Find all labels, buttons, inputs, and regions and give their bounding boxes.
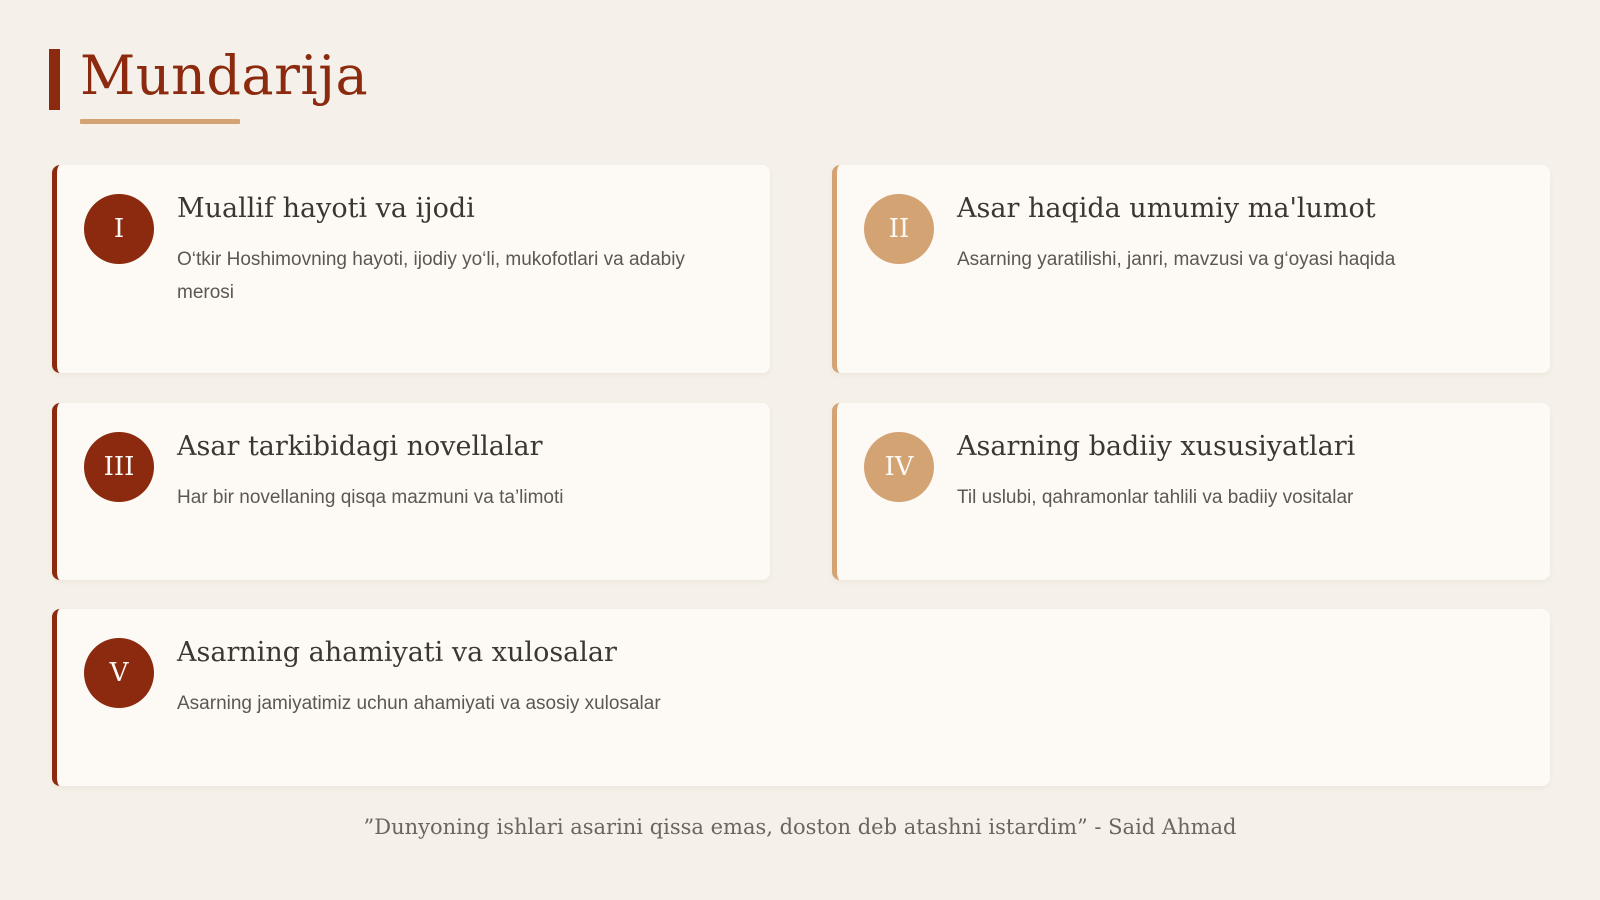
section-title: Muallif hayoti va ijodi	[177, 193, 475, 224]
section-description: Asarning yaratilishi, janri, mavzusi va g‘oyasi haqida	[957, 249, 1396, 270]
section-title: Asarning badiiy xususiyatlari	[957, 431, 1356, 462]
section-card-1[interactable]	[52, 165, 770, 373]
footer-quote: ”Dunyoning ishlari asarini qissa emas, doston deb atashni istardim” - Said Ahmad	[363, 815, 1237, 839]
title-accent-bar	[49, 49, 60, 110]
section-title: Asarning ahamiyati va xulosalar	[177, 637, 617, 668]
section-number-badge: II	[864, 194, 934, 264]
section-description: Til uslubi, qahramonlar tahlili va badiiy vositalar	[957, 487, 1354, 508]
section-card-4[interactable]	[832, 403, 1550, 580]
section-title: Asar haqida umumiy ma'lumot	[957, 193, 1376, 224]
section-number-badge: V	[84, 638, 154, 708]
section-number-badge: I	[84, 194, 154, 264]
page-title: Mundarija	[80, 44, 369, 107]
section-number-badge: III	[84, 432, 154, 502]
section-description: Har bir novellaning qisqa mazmuni va ta’limoti	[177, 487, 564, 508]
section-card-5[interactable]	[52, 609, 1550, 786]
section-title: Asar tarkibidagi novellalar	[177, 431, 543, 462]
section-description: O‘tkir Hoshimovning hayoti, ijodiy yo‘li, mukofotlari va adabiy merosi	[177, 249, 685, 303]
section-card-2[interactable]	[832, 165, 1550, 373]
section-description: Asarning jamiyatimiz uchun ahamiyati va asosiy xulosalar	[177, 693, 661, 714]
section-number-badge: IV	[864, 432, 934, 502]
section-card-3[interactable]	[52, 403, 770, 580]
title-underline	[80, 119, 240, 124]
